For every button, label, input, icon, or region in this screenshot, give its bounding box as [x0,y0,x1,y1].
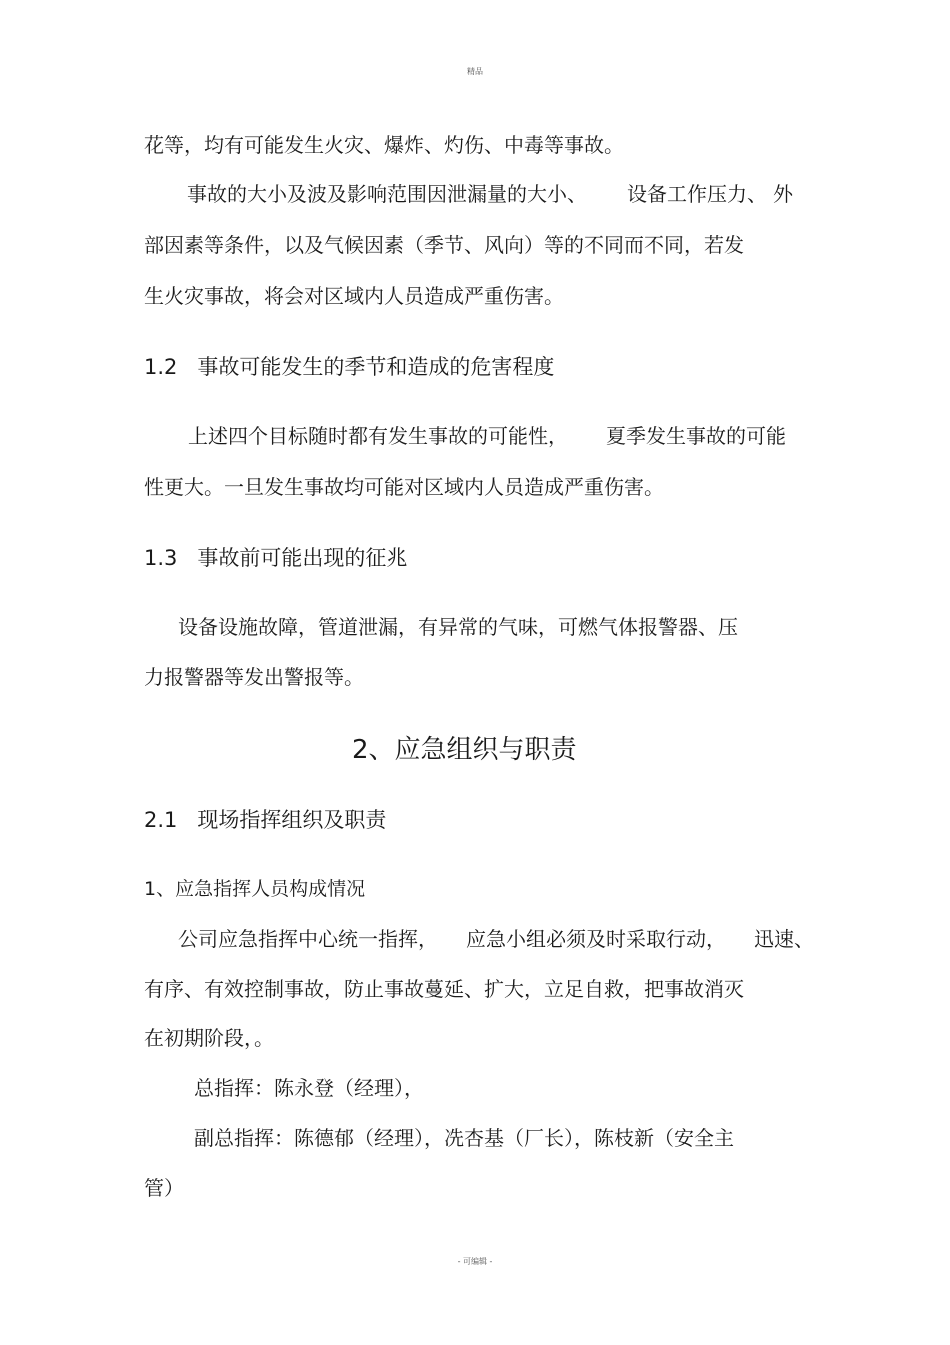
paragraph-line: 部因素等条件，以及气候因素（季节、风向）等的不同而不同，若发 [144,233,744,257]
heading-number: 1.2 [144,355,178,379]
paragraph-line: 总指挥：陈永登（经理）， [194,1076,424,1100]
paragraph-line: 管） [144,1176,184,1200]
paragraph-line: 花等，均有可能发生火灾、爆炸、灼伤、中毒等事故。 [144,133,624,157]
paragraph-line: 设备设施故障，管道泄漏，有异常的气味，可燃气体报警器、压 [178,615,738,639]
heading-title: 现场指挥组织及职责 [197,808,387,832]
chapter-title: 2、应急组织与职责 [352,735,577,765]
paragraph-segment: 迅速、 [754,927,814,951]
paragraph-line [178,927,814,951]
paragraph-line: 力报警器等发出警报等。 [144,665,364,689]
paragraph-line: 生火灾事故，将会对区域内人员造成严重伤害。 [144,284,564,308]
heading-title: 事故可能发生的季节和造成的危害程度 [197,355,555,379]
section-heading-2-1 [144,808,386,832]
paragraph-line: 在初期阶段，。 [144,1026,274,1050]
paragraph-segment: 设备工作压力、 [627,182,767,206]
page-footer-mark: - 可编辑 - [457,1257,493,1266]
list-item-heading: 1、应急指挥人员构成情况 [144,878,366,900]
section-heading-1-2 [144,355,554,379]
heading-title: 事故前可能出现的征兆 [197,546,408,570]
section-heading-1-3 [144,546,407,570]
paragraph-segment: 事故的大小及波及影响范围因泄漏量的大小、 [187,182,587,206]
paragraph-segment: 夏季发生事故的可能 [606,424,786,448]
paragraph-segment: 应急小组必须及时采取行动， [466,927,726,951]
paragraph-line [188,424,786,448]
paragraph-segment: 外 [773,182,793,206]
paragraph-line [187,182,793,206]
paragraph-line: 有序、有效控制事故，防止事故蔓延、扩大，立足自救，把事故消灭 [144,977,744,1001]
heading-number: 1.3 [144,546,178,570]
page-header-mark: 精品 [467,67,483,76]
paragraph-segment: 公司应急指挥中心统一指挥， [178,927,438,951]
heading-number: 2.1 [144,808,178,832]
paragraph-segment: 上述四个目标随时都有发生事故的可能性， [188,424,568,448]
paragraph-line: 性更大。一旦发生事故均可能对区域内人员造成严重伤害。 [144,475,664,499]
paragraph-line: 副总指挥：陈德郁（经理），冼杏基（厂长），陈枝新（安全主 [194,1126,734,1150]
